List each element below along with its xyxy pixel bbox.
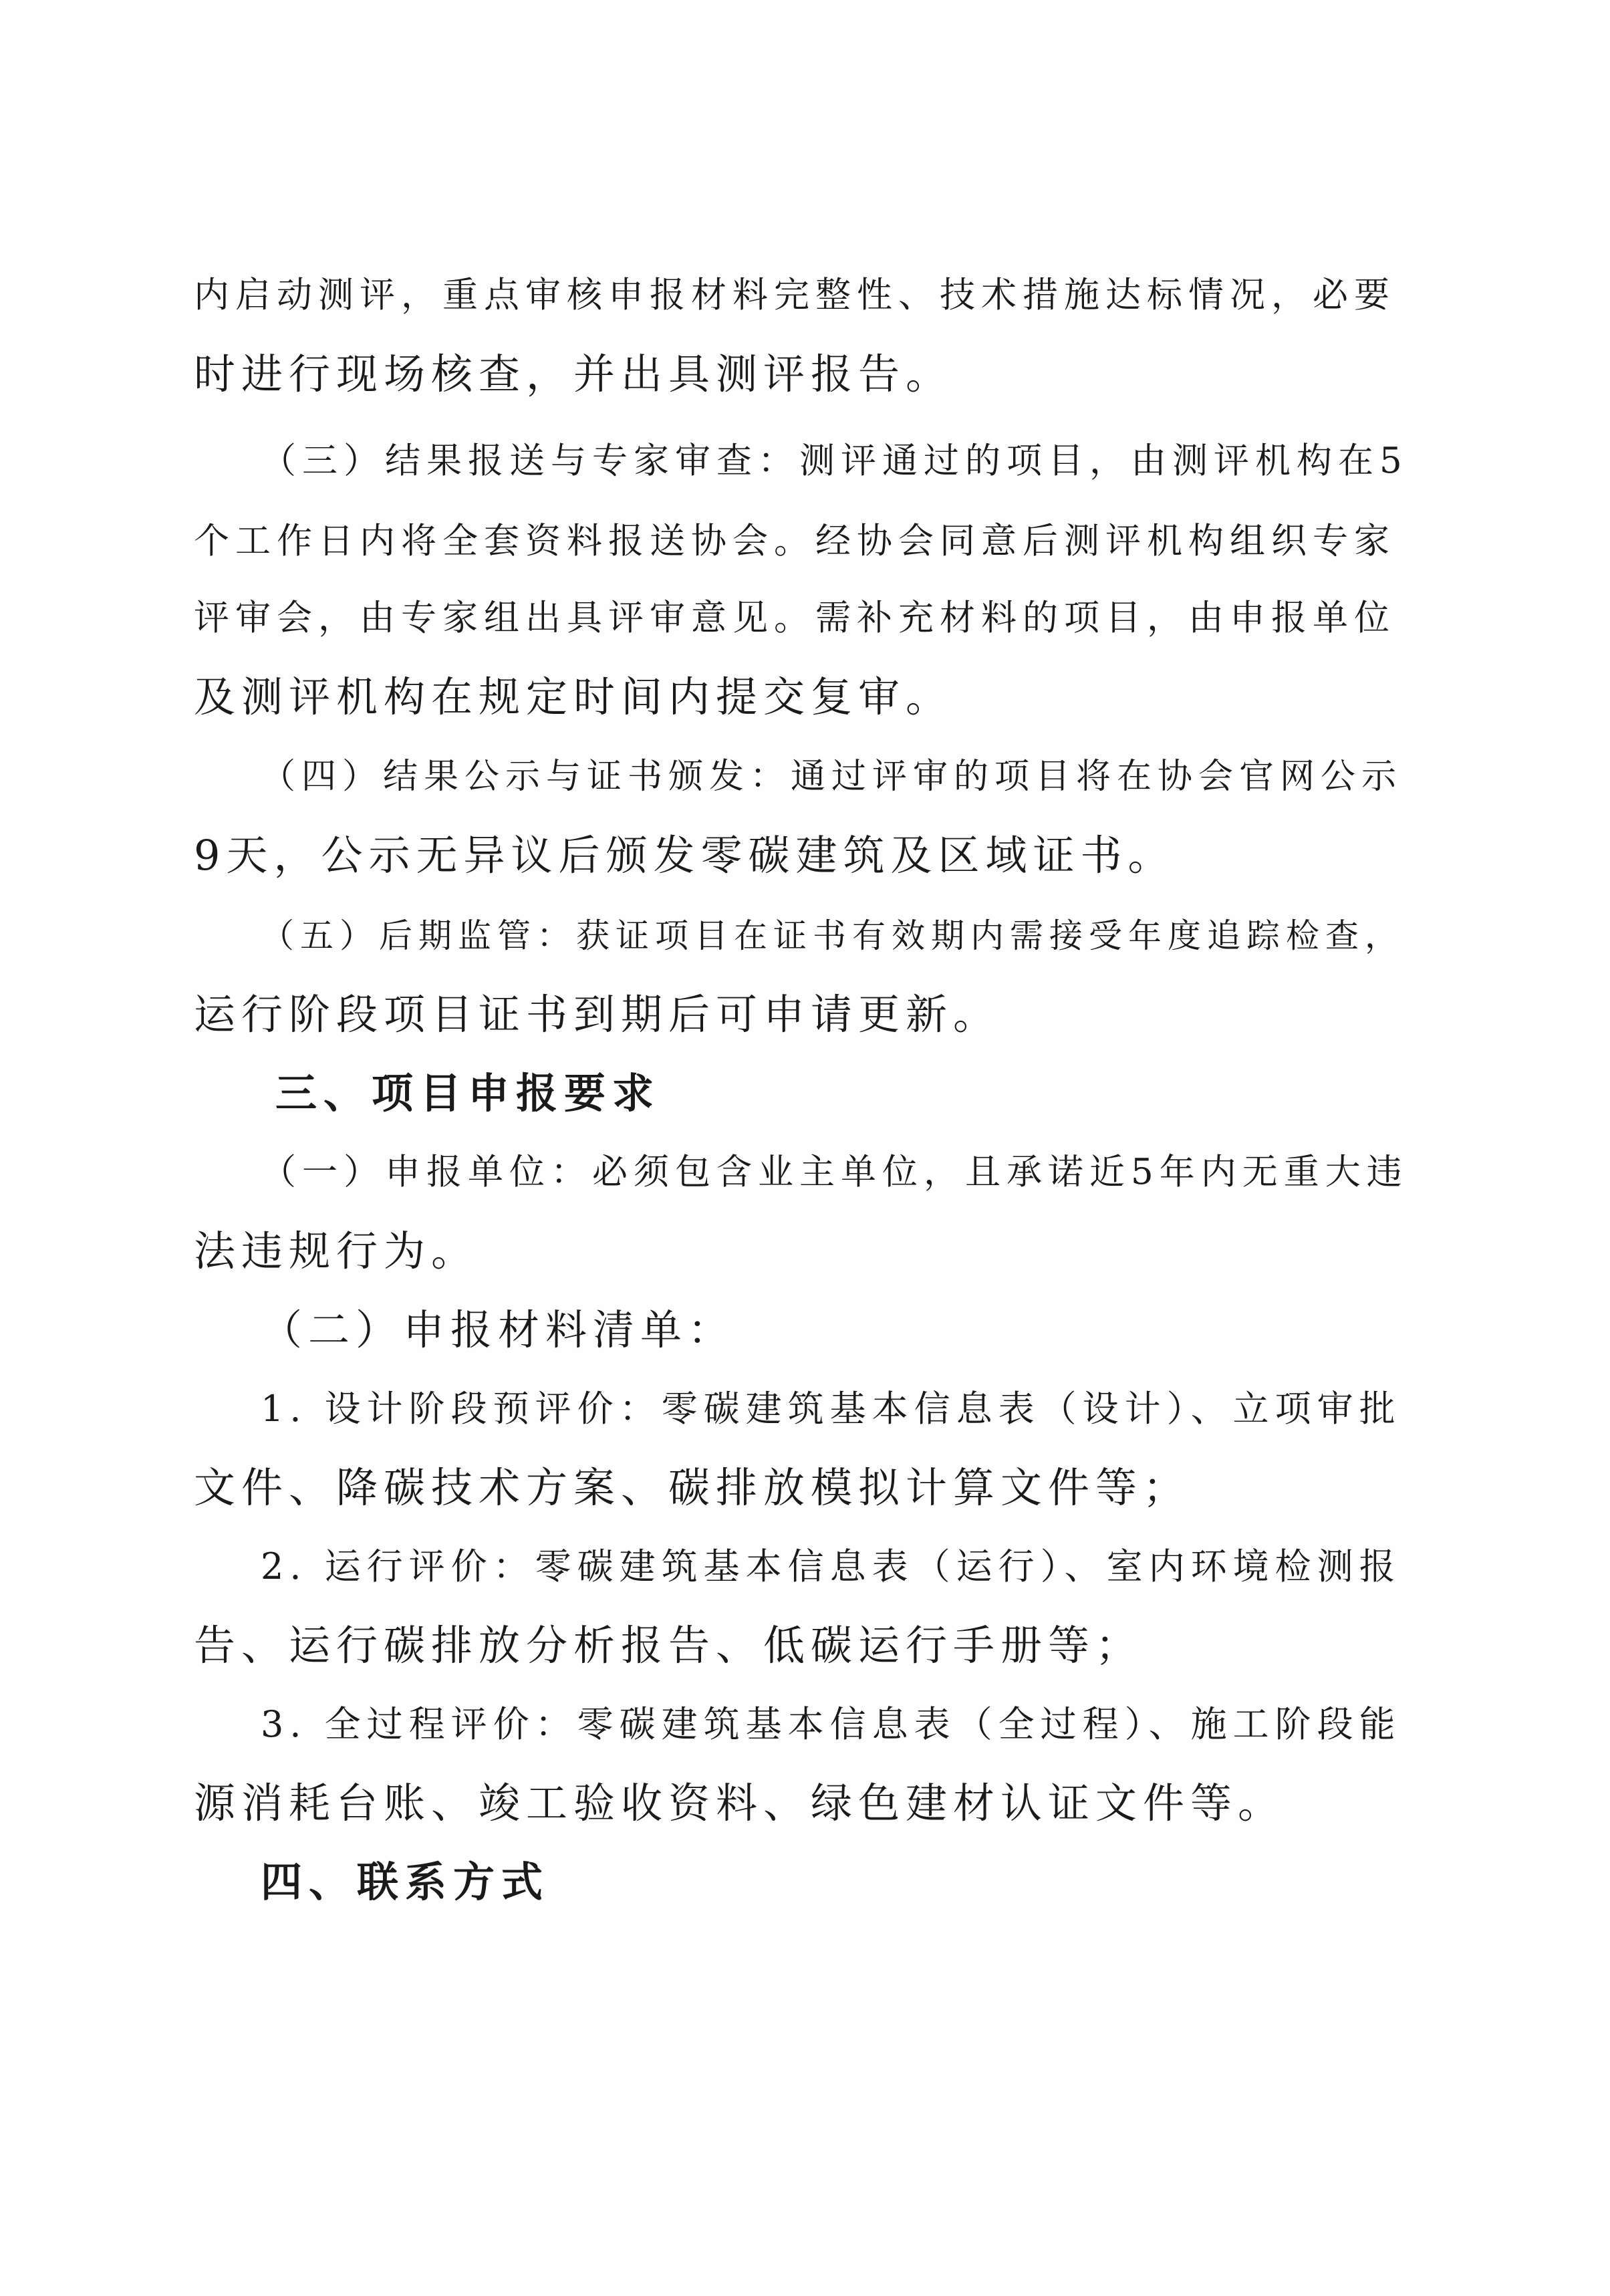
body-line-10: 运行阶段项目证书到期后可申请更新。	[194, 990, 1001, 1039]
body-line-5: 评审会，由专家组出具评审意见。需补充材料的项目，由申报单位	[194, 598, 1395, 638]
section-heading-4: 四、联系方式	[261, 1858, 550, 1906]
body-line-12: （一）申报单位：必须包含业主单位，且承诺近5年内无重大违	[261, 1152, 1408, 1192]
body-line-7: （四）结果公示与证书颁发：通过评审的项目将在协会官网公示	[261, 757, 1403, 797]
body-line-8: 9天，公示无异议后颁发零碳建筑及区域证书。	[194, 831, 1176, 880]
body-line-3: （三）结果报送与专家审查：测评通过的项目，由测评机构在5	[261, 440, 1408, 481]
body-line-1: 内启动测评，重点审核申报材料完整性、技术措施达标情况，必要	[194, 275, 1395, 315]
body-line-15: 1. 设计阶段预评价：零碳建筑基本信息表（设计）、立项审批	[261, 1388, 1401, 1430]
body-line-18: 告、运行碳排放分析报告、低碳运行手册等；	[194, 1621, 1144, 1670]
body-line-2: 时进行现场核查，并出具测评报告。	[194, 350, 954, 398]
body-line-14: （二）申报材料清单：	[261, 1305, 736, 1354]
body-line-13: 法违规行为。	[194, 1227, 479, 1275]
body-line-6: 及测评机构在规定时间内提交复审。	[194, 672, 954, 721]
body-line-4: 个工作日内将全套资料报送协会。经协会同意后测评机构组织专家	[194, 521, 1395, 561]
body-line-9: （五）后期监管：获证项目在证书有效期内需接受年度追踪检查，	[261, 916, 1404, 955]
body-line-20: 源消耗台账、竣工验收资料、绿色建材认证文件等。	[194, 1779, 1286, 1827]
body-line-19: 3. 全过程评价：零碳建筑基本信息表（全过程）、施工阶段能	[261, 1703, 1401, 1745]
section-heading-3: 三、项目申报要求	[275, 1069, 661, 1118]
body-line-17: 2. 运行评价：零碳建筑基本信息表（运行）、室内环境检测报	[261, 1545, 1401, 1587]
body-line-16: 文件、降碳技术方案、碳排放模拟计算文件等；	[194, 1463, 1191, 1512]
